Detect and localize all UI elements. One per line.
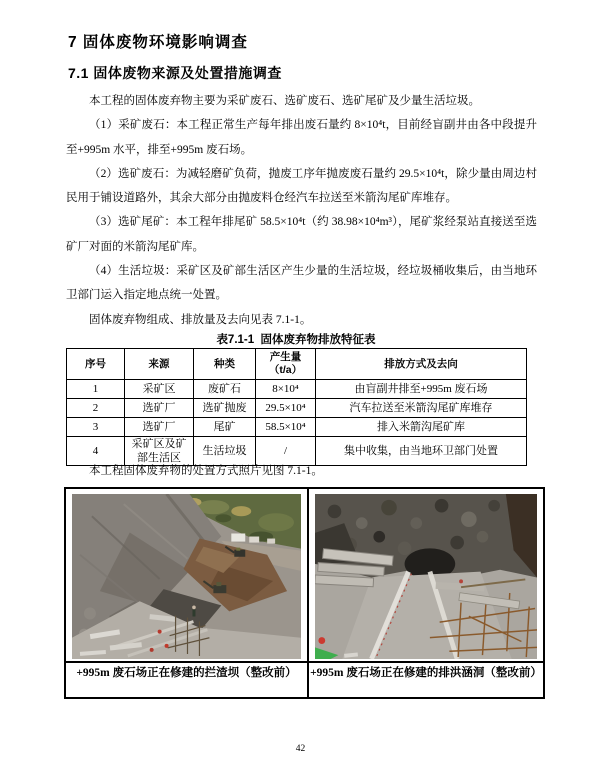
- col-header-source: 来源: [125, 349, 194, 380]
- photo-caption-left: +995m 废石场正在修建的拦渣坝（整改前）: [65, 662, 308, 698]
- cell-type: 废矿石: [194, 380, 256, 399]
- col-header-disposal: 排放方式及去向: [316, 349, 527, 380]
- cell-no: 2: [67, 399, 125, 418]
- flood-culvert-photo: [315, 494, 537, 659]
- col-header-qty-unit: （t/a）: [268, 364, 303, 376]
- table-row: [67, 418, 527, 437]
- table-header-row: [67, 349, 527, 380]
- cell-qty: 8×10⁴: [256, 380, 316, 399]
- table-number: 表7.1-1: [216, 334, 255, 346]
- section-heading: 7.1 固体废物来源及处置措施调查: [68, 65, 282, 81]
- cell-qty: 29.5×10⁴: [256, 399, 316, 418]
- cell-disposal: 排入米箭沟尾矿库: [316, 418, 527, 437]
- figure-7-1-1: [64, 487, 545, 699]
- cell-source: 选矿厂: [125, 418, 194, 437]
- table-row: [67, 380, 527, 399]
- chapter-heading: 7 固体废物环境影响调查: [68, 34, 248, 51]
- photo-cell-left: [65, 488, 308, 662]
- cell-qty: /: [256, 437, 316, 466]
- paragraph-domestic-garbage: （4）生活垃圾：采矿区及矿部生活区产生少量的生活垃圾，经垃圾桶收集后，由当地环卫部门运入指定地点统一处置。: [66, 265, 537, 302]
- waste-rock-dam-photo: [72, 494, 301, 659]
- paragraph-overview: 本工程的固体废弃物主要为采矿废石、选矿废石、选矿尾矿及少量生活垃圾。: [89, 95, 480, 107]
- paragraph-mining-waste: （1）采矿废石：本工程正常生产每年排出废石量约 8×10⁴t，目前经盲副井由各中段提升至+995m 水平，排至+995m 废石场。: [66, 119, 537, 156]
- table-name: 固体废弃物排放特征表: [260, 334, 376, 346]
- paragraph-dressing-waste: （2）选矿废石：为减轻磨矿负荷，抛废工序年抛废废石量约 29.5×10⁴t，除少量由周边村民用于铺设道路外，其余大部分由抛废料仓经汽车拉送至米箭沟尾矿库堆存。: [66, 167, 537, 205]
- cell-source: 采矿区: [125, 380, 194, 399]
- col-header-qty-label: 产生量: [269, 351, 302, 363]
- cell-type: 生活垃圾: [194, 437, 256, 466]
- photo-caption-right: +995m 废石场正在修建的排洪涵洞（整改前）: [308, 662, 544, 698]
- cell-no: 4: [67, 437, 125, 466]
- col-header-no: 序号: [67, 349, 125, 380]
- figure-intro: 本工程固体废弃物的处置方式照片见图 7.1-1。: [89, 465, 323, 477]
- col-header-qty: [256, 349, 316, 380]
- body-text: [66, 89, 537, 332]
- cell-type: 尾矿: [194, 418, 256, 437]
- cell-source: 采矿区及矿部生活区: [125, 437, 194, 466]
- table-title: [66, 331, 526, 347]
- cell-disposal: 集中收集，由当地环卫部门处置: [316, 437, 527, 466]
- cell-qty: 58.5×10⁴: [256, 418, 316, 437]
- solid-waste-table: [66, 348, 527, 466]
- paragraph-table-ref: 固体废弃物组成、排放量及去向见表 7.1-1。: [89, 313, 312, 326]
- cell-disposal: 汽车拉送至米箭沟尾矿库堆存: [316, 399, 527, 418]
- table-row: [67, 399, 527, 418]
- cell-type: 选矿抛废: [194, 399, 256, 418]
- page-number: 42: [295, 744, 306, 754]
- cell-source: 选矿厂: [125, 399, 194, 418]
- cell-disposal: 由盲副井排至+995m 废石场: [316, 380, 527, 399]
- photo-cell-right: [308, 488, 544, 662]
- paragraph-tailings: （3）选矿尾矿：本工程年排尾矿 58.5×10⁴t（约 38.98×10⁴m³），尾矿浆经泵站直接送至选矿厂对面的米箭沟尾矿库。: [66, 216, 537, 253]
- col-header-type: 种类: [194, 349, 256, 380]
- cell-no: 1: [67, 380, 125, 399]
- cell-no: 3: [67, 418, 125, 437]
